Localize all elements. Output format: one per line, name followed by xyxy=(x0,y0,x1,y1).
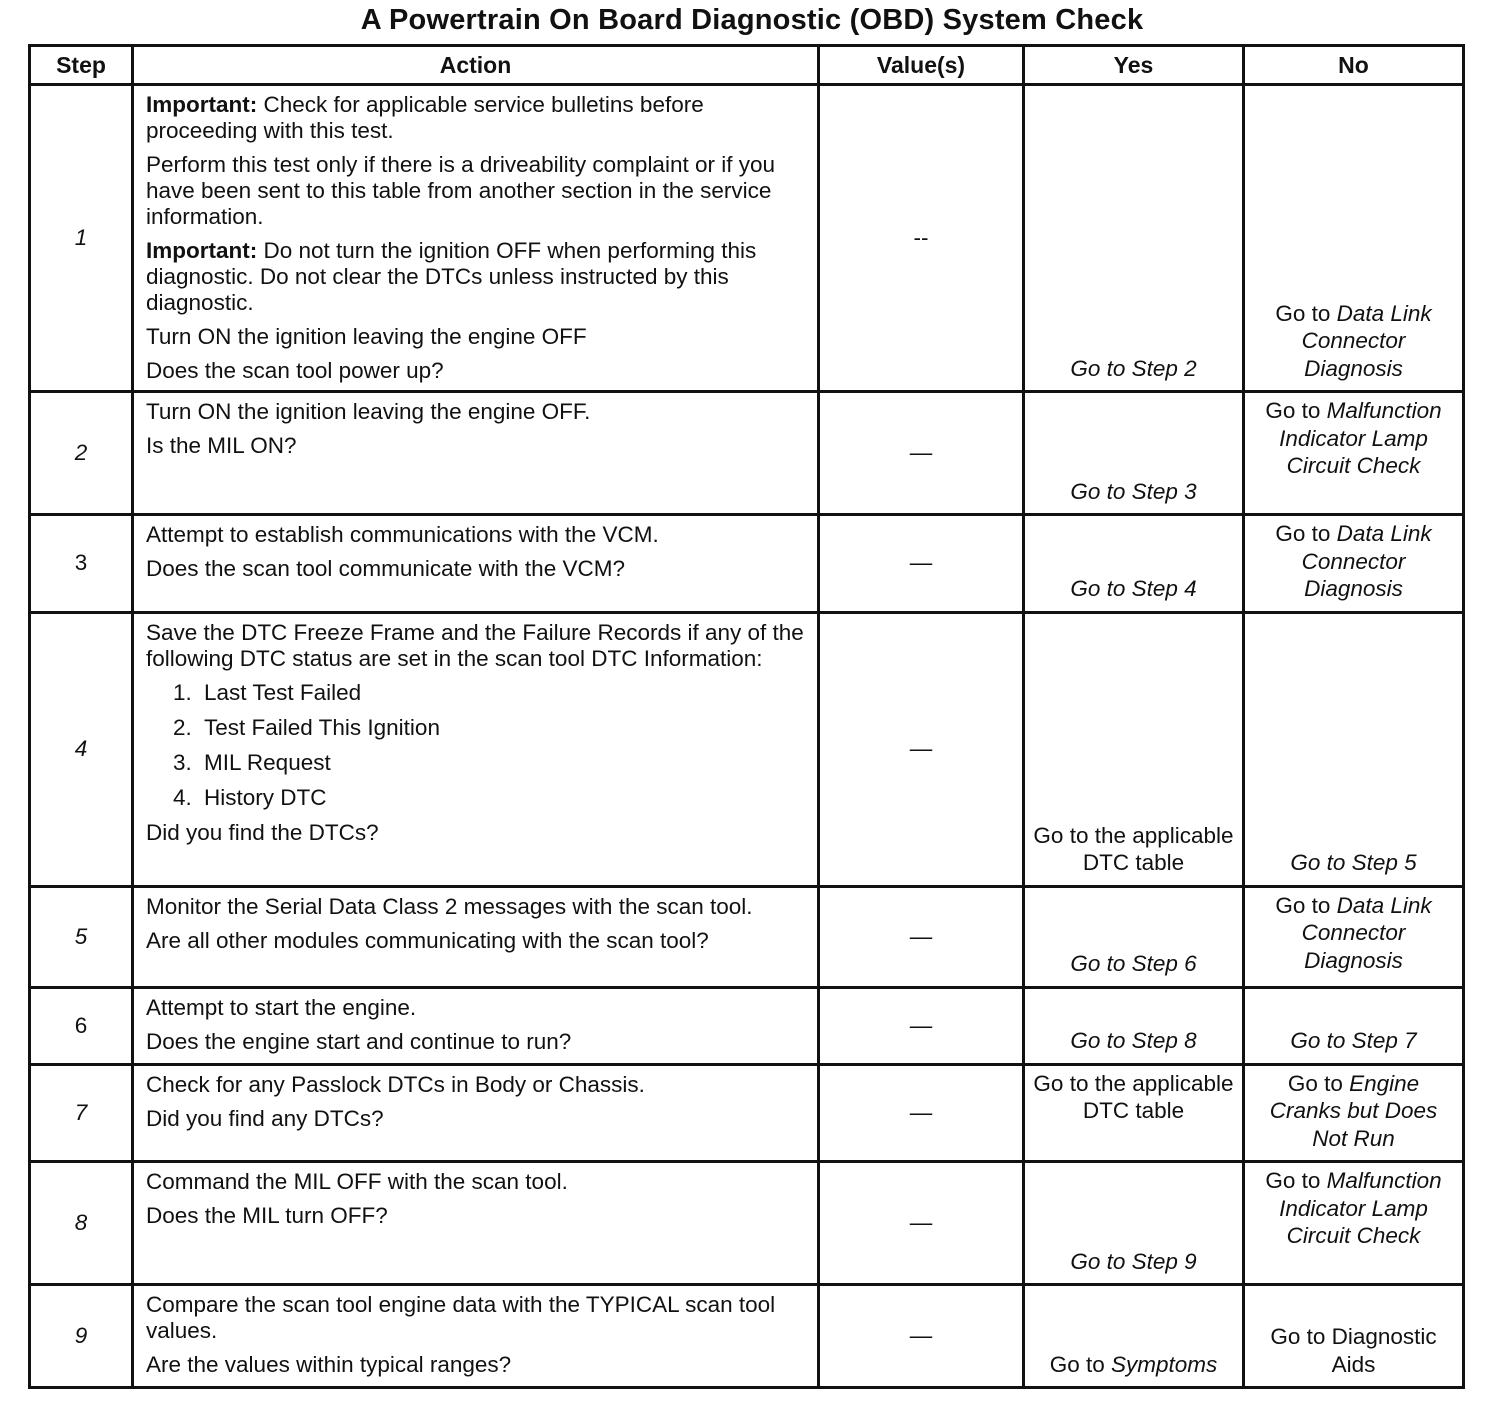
no-result-link[interactable]: Engine Cranks but Does Not Run xyxy=(1269,1070,1438,1151)
action-paragraph xyxy=(146,894,807,920)
action-paragraph xyxy=(146,1029,807,1055)
action-text: Does the scan tool power up? xyxy=(146,358,444,383)
step-number: 4 xyxy=(30,612,133,886)
action-text: Command the MIL OFF with the scan tool. xyxy=(146,1169,568,1194)
no-result-link[interactable]: Go to Step 5 xyxy=(1290,850,1417,875)
header-row xyxy=(30,46,1464,85)
no-result-text: Go to xyxy=(1265,398,1327,423)
step-number: 5 xyxy=(30,886,133,987)
value-cell: — xyxy=(819,1064,1024,1162)
action-paragraph xyxy=(146,92,807,144)
action-cell xyxy=(133,515,819,613)
no-result xyxy=(1244,392,1464,515)
yes-result xyxy=(1024,515,1244,613)
yes-result xyxy=(1024,1162,1244,1285)
no-result xyxy=(1244,1285,1464,1388)
yes-result xyxy=(1024,987,1244,1064)
action-paragraph xyxy=(146,1169,807,1195)
action-paragraph xyxy=(146,522,807,548)
table-row xyxy=(30,392,1464,515)
dtc-status-list xyxy=(146,680,807,811)
no-result xyxy=(1244,515,1464,613)
table-row xyxy=(30,85,1464,392)
no-result-text: Go to xyxy=(1275,300,1337,326)
action-paragraph xyxy=(146,1352,807,1378)
value-cell: — xyxy=(819,886,1024,987)
action-cell xyxy=(133,392,819,515)
action-paragraph xyxy=(146,399,807,425)
yes-result xyxy=(1024,85,1244,392)
action-text: Does the scan tool communicate with the VCM? xyxy=(146,556,625,581)
yes-result-link[interactable]: Go to Step 3 xyxy=(1070,478,1197,504)
no-result xyxy=(1244,1162,1464,1285)
yes-result-link[interactable]: Go to Step 2 xyxy=(1070,355,1197,381)
action-cell xyxy=(133,1064,819,1162)
action-paragraph xyxy=(146,433,807,459)
no-result-text: Go to Diagnostic Aids xyxy=(1270,1324,1437,1377)
action-text: Monitor the Serial Data Class 2 messages with the scan tool. xyxy=(146,893,753,919)
value-cell: — xyxy=(819,612,1024,886)
table-row xyxy=(30,515,1464,613)
action-paragraph xyxy=(146,995,807,1021)
action-text: Does the MIL turn OFF? xyxy=(146,1203,388,1228)
page-title: A Powertrain On Board Diagnostic (OBD) System Check xyxy=(360,4,1144,36)
yes-result-link[interactable]: Go to Step 4 xyxy=(1070,576,1197,601)
table-row xyxy=(30,886,1464,987)
action-paragraph xyxy=(146,928,807,954)
yes-result xyxy=(1024,612,1244,886)
action-cell xyxy=(133,987,819,1064)
important-label: Important: xyxy=(146,92,258,117)
action-text: Perform this test only if there is a driveability complaint or if you have been sent to this table from another section in the service information. xyxy=(146,152,776,229)
action-cell xyxy=(133,85,819,392)
table-row xyxy=(30,987,1464,1064)
header-values: Value(s) xyxy=(819,46,1024,85)
value-cell: — xyxy=(819,515,1024,613)
yes-result-link[interactable]: Go to Step 9 xyxy=(1070,1248,1197,1274)
no-result-text: Go to xyxy=(1275,892,1337,918)
list-item: 1. Last Test Failed xyxy=(198,680,807,706)
action-text: Check for any Passlock DTCs in Body or Chassis. xyxy=(146,1071,645,1097)
yes-result xyxy=(1024,392,1244,515)
no-result xyxy=(1244,987,1464,1064)
yes-result xyxy=(1024,886,1244,987)
action-paragraph xyxy=(146,1072,807,1098)
yes-result-text: Go to the applicable DTC table xyxy=(1033,1070,1234,1123)
action-paragraph: Did you find the DTCs? xyxy=(146,819,379,845)
action-paragraph xyxy=(146,1292,807,1344)
no-result-link[interactable]: Data Link Connector Diagnosis xyxy=(1301,300,1432,381)
header-action: Action xyxy=(133,46,819,85)
no-result-link[interactable]: Malfunction Indicator Lamp Circuit Check xyxy=(1279,398,1442,478)
yes-result-text: Go to the applicable DTC table xyxy=(1033,822,1234,875)
header-no: No xyxy=(1244,46,1464,85)
step-number: 6 xyxy=(30,987,133,1064)
action-text: Check for applicable service bulletins before proceeding with this test. xyxy=(146,92,704,143)
table-row xyxy=(30,1064,1464,1162)
value-cell: — xyxy=(819,1162,1024,1285)
action-cell xyxy=(133,1162,819,1285)
action-paragraph: Save the DTC Freeze Frame and the Failure Records if any of the following DTC status are set in the scan tool DTC Information: xyxy=(146,619,804,671)
action-cell xyxy=(133,612,819,886)
value-cell: — xyxy=(819,987,1024,1064)
no-result-text: Go to xyxy=(1275,521,1337,546)
action-paragraph xyxy=(146,324,807,350)
no-result xyxy=(1244,886,1464,987)
action-paragraph xyxy=(146,358,807,384)
yes-result-link[interactable]: Go to Step 8 xyxy=(1070,1028,1197,1053)
table-row xyxy=(30,1162,1464,1285)
action-text: Did you find any DTCs? xyxy=(146,1105,384,1131)
list-item: 4. History DTC xyxy=(198,785,807,811)
action-text: Turn ON the ignition leaving the engine OFF. xyxy=(146,399,591,424)
step-number: 2 xyxy=(30,392,133,515)
value-cell: -- xyxy=(819,85,1024,392)
yes-result-link[interactable]: Go to Step 6 xyxy=(1070,951,1197,976)
no-result-text: Go to xyxy=(1265,1168,1327,1193)
header-step: Step xyxy=(30,46,133,85)
yes-result-text: Go to xyxy=(1049,1351,1111,1377)
step-number: 9 xyxy=(30,1285,133,1388)
action-text: Do not turn the ignition OFF when performing this diagnostic. Do not clear the DTCs unless instructed by this diagnostic. xyxy=(146,238,757,315)
table-row xyxy=(30,612,1464,886)
list-item: 3. MIL Request xyxy=(198,750,807,776)
action-text: Is the MIL ON? xyxy=(146,433,297,458)
value-cell: — xyxy=(819,1285,1024,1388)
no-result-link[interactable]: Go to Step 7 xyxy=(1290,1028,1417,1053)
action-paragraph xyxy=(146,238,807,316)
header-yes: Yes xyxy=(1024,46,1244,85)
action-cell xyxy=(133,1285,819,1388)
action-text: Turn ON the ignition leaving the engine OFF xyxy=(146,324,587,349)
action-paragraph xyxy=(146,1203,807,1229)
list-item: 2. Test Failed This Ignition xyxy=(198,715,807,741)
no-result xyxy=(1244,612,1464,886)
step-number: 1 xyxy=(30,85,133,392)
action-cell xyxy=(133,886,819,987)
no-result-link[interactable]: Data Link Connector Diagnosis xyxy=(1301,892,1432,973)
important-label: Important: xyxy=(146,238,258,263)
action-text: Does the engine start and continue to run? xyxy=(146,1028,572,1054)
yes-result xyxy=(1024,1285,1244,1388)
action-paragraph xyxy=(146,556,807,582)
no-result xyxy=(1244,1064,1464,1162)
no-result xyxy=(1244,85,1464,392)
action-text: Compare the scan tool engine data with the TYPICAL scan tool values. xyxy=(146,1292,776,1343)
step-number: 8 xyxy=(30,1162,133,1285)
value-cell: — xyxy=(819,392,1024,515)
yes-result xyxy=(1024,1064,1244,1162)
action-text: Attempt to establish communications with the VCM. xyxy=(146,522,659,547)
step-number: 7 xyxy=(30,1064,133,1162)
diagnostic-table xyxy=(28,44,1465,1389)
action-paragraph xyxy=(146,1106,807,1132)
action-text: Are all other modules communicating with the scan tool? xyxy=(146,927,709,953)
no-result-link[interactable]: Malfunction Indicator Lamp Circuit Check xyxy=(1279,1168,1442,1248)
step-number: 3 xyxy=(30,515,133,613)
action-text: Attempt to start the engine. xyxy=(146,994,417,1020)
no-result-text: Go to xyxy=(1287,1070,1350,1096)
yes-result-link[interactable]: Symptoms xyxy=(1111,1351,1218,1377)
no-result-link[interactable]: Data Link Connector Diagnosis xyxy=(1301,521,1432,601)
table-row xyxy=(30,1285,1464,1388)
action-text: Are the values within typical ranges? xyxy=(146,1352,512,1377)
action-paragraph xyxy=(146,152,807,230)
